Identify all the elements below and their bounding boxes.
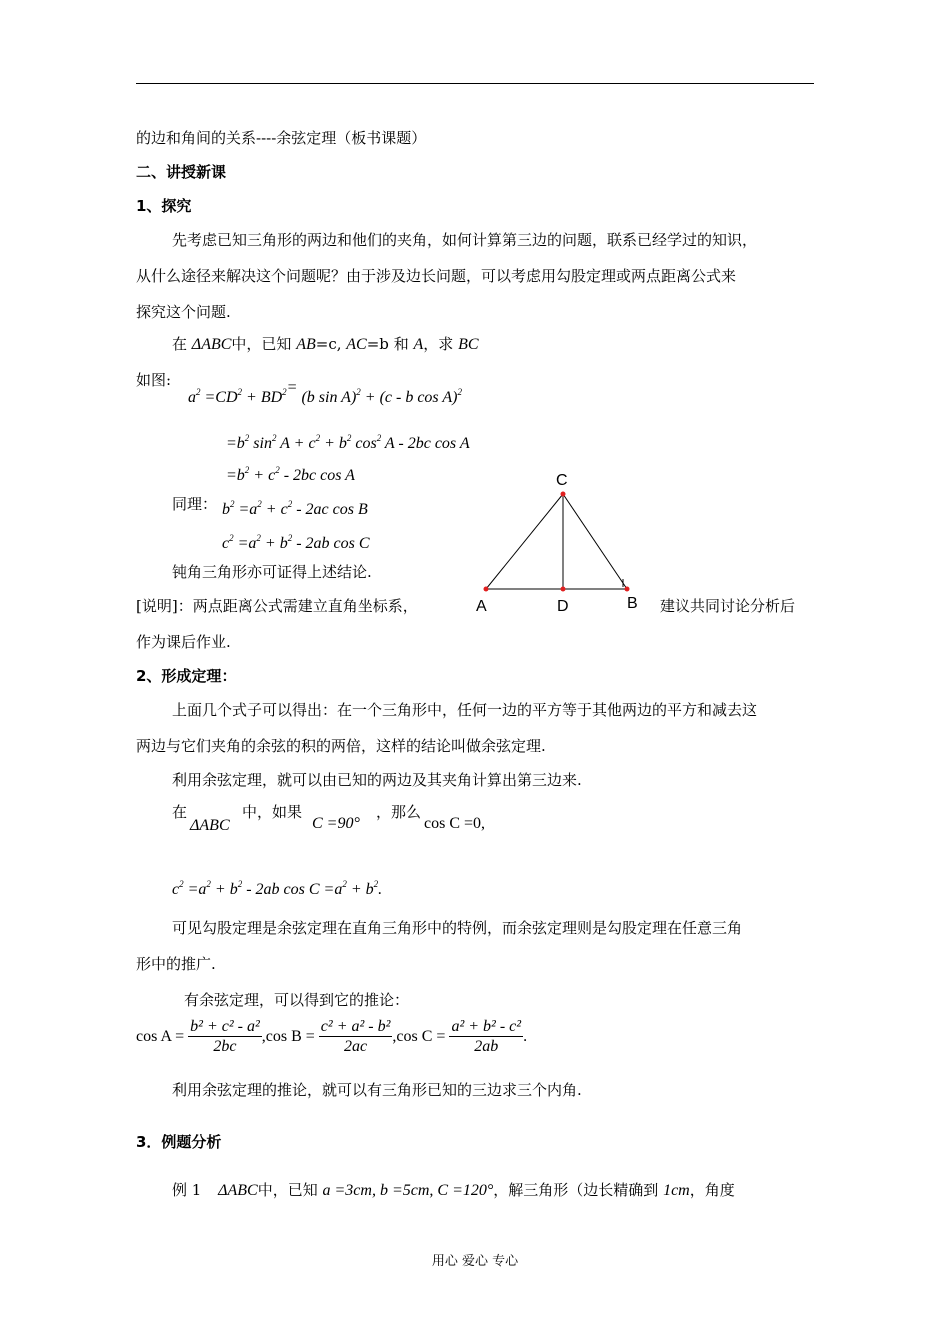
subsection-examples: 3．例题分析 [136, 1133, 222, 1151]
equation-2: $=b^2$ $\sin^2 A + c^2 + b^2$ $\cos^2 A - 2bc$ cos A [226, 433, 470, 452]
paragraph-line: 先考虑已知三角形的两边和他们的夹角，如何计算第三边的问题，联系已经学过的知识， [172, 231, 758, 249]
label-d: D [557, 598, 569, 615]
point-a [484, 587, 489, 592]
explanation-note-end: 作为课后作业. [136, 633, 231, 651]
paragraph-line: 上面几个式子可以得出：在一个三角形中，任何一边的平方等于其他两边的平方和减去这 [172, 701, 758, 719]
equation-c: $c^2 =a^2 + b^2 - 2ab$ cos C [222, 533, 370, 552]
point-d [561, 587, 566, 592]
paragraph-line: 利用余弦定理，就可以由已知的两边及其夹角计算出第三边来. [172, 771, 582, 789]
obtuse-note: 钝角三角形亦可证得上述结论. [172, 563, 372, 581]
if-mid: 中，如果 [242, 803, 303, 821]
side-cb [563, 494, 627, 589]
subsection-explore: 1、探究 [136, 197, 192, 215]
paragraph-line: 两边与它们夹角的余弦的积的两倍，这样的结论叫做余弦定理. [136, 737, 546, 755]
paragraph-line: 从什么途径来解决这个问题呢？由于涉及边长问题，可以考虑用勾股定理或两点距离公式来 [136, 267, 737, 285]
explanation-note: [说明]：两点距离公式需建立直角坐标系， [136, 597, 418, 615]
figure-label: 如图: [136, 371, 172, 389]
section-heading-2: 二、讲授新课 [136, 163, 227, 181]
paragraph-line: 可见勾股定理是余弦定理在直角三角形中的特例，而余弦定理则是勾股定理在任意三角 [172, 919, 743, 937]
paragraph-line: 形中的推广. [136, 955, 216, 973]
label-b: B [627, 595, 638, 612]
paragraph-line: 有余弦定理，可以得到它的推论： [184, 991, 410, 1009]
intro-line: 的边和角间的关系----余弦定理（板书课题） [136, 129, 427, 147]
explanation-note-tail: 建议共同讨论分析后 [660, 597, 796, 615]
point-c [561, 492, 566, 497]
equation-3: $=b^2 + c^2 - 2bc$ cos A [226, 465, 355, 484]
c-90: C =90° [312, 815, 360, 832]
similarly-label: 同理： [172, 495, 218, 513]
cos-c-zero: cos C =0, [424, 815, 486, 832]
paragraph-line: 探究这个问题. [136, 303, 231, 321]
label-c: C [556, 472, 568, 489]
paragraph-line: 利用余弦定理的推论，就可以有三角形已知的三边求三个内角. [172, 1081, 582, 1099]
page-footer: 用心 爱心 专心 [431, 1254, 519, 1269]
equation-b: $b^2 =a^2 + c^2 - 2ac$ cos B [222, 499, 368, 518]
triangle-figure [470, 466, 650, 616]
given-statement: 在 ΔABC中，已知 AB=c, AC=b 和 A，求 BC [172, 335, 479, 353]
abc-symbol: ΔABC [190, 817, 230, 834]
if-then: ，那么 [376, 803, 422, 821]
header-rule [136, 83, 814, 84]
equation-1: $a^2 =CD^2 + BD^2= (b$ sin A)$^2$ + (c - b cos A)$^2$ [188, 379, 462, 406]
if-pre: 在 [172, 803, 188, 821]
corollary-formulas: cos A = $\frac{\text{b² + c² - a²}}{2bc}$ ,cos B = $\frac{\text{c² + a² - b²}}{2ac}$ ,cos C = $\frac{\text{a² + b² - c²}}{2ab}$ . [136, 1018, 528, 1055]
pythagoras-equation: $c^2 =a^2 + b^2 - 2ab$ $\cos C =a^2 + b^2$. [172, 879, 383, 898]
point-b [625, 587, 630, 592]
example-1: 例 1 ΔABC中，已知 a =3cm, b =5cm, C =120°，解三角形（边长精确到 1cm，角度 [172, 1181, 735, 1199]
side-ac [486, 494, 563, 589]
label-a: A [476, 598, 487, 615]
subsection-theorem: 2、形成定理： [136, 667, 237, 685]
